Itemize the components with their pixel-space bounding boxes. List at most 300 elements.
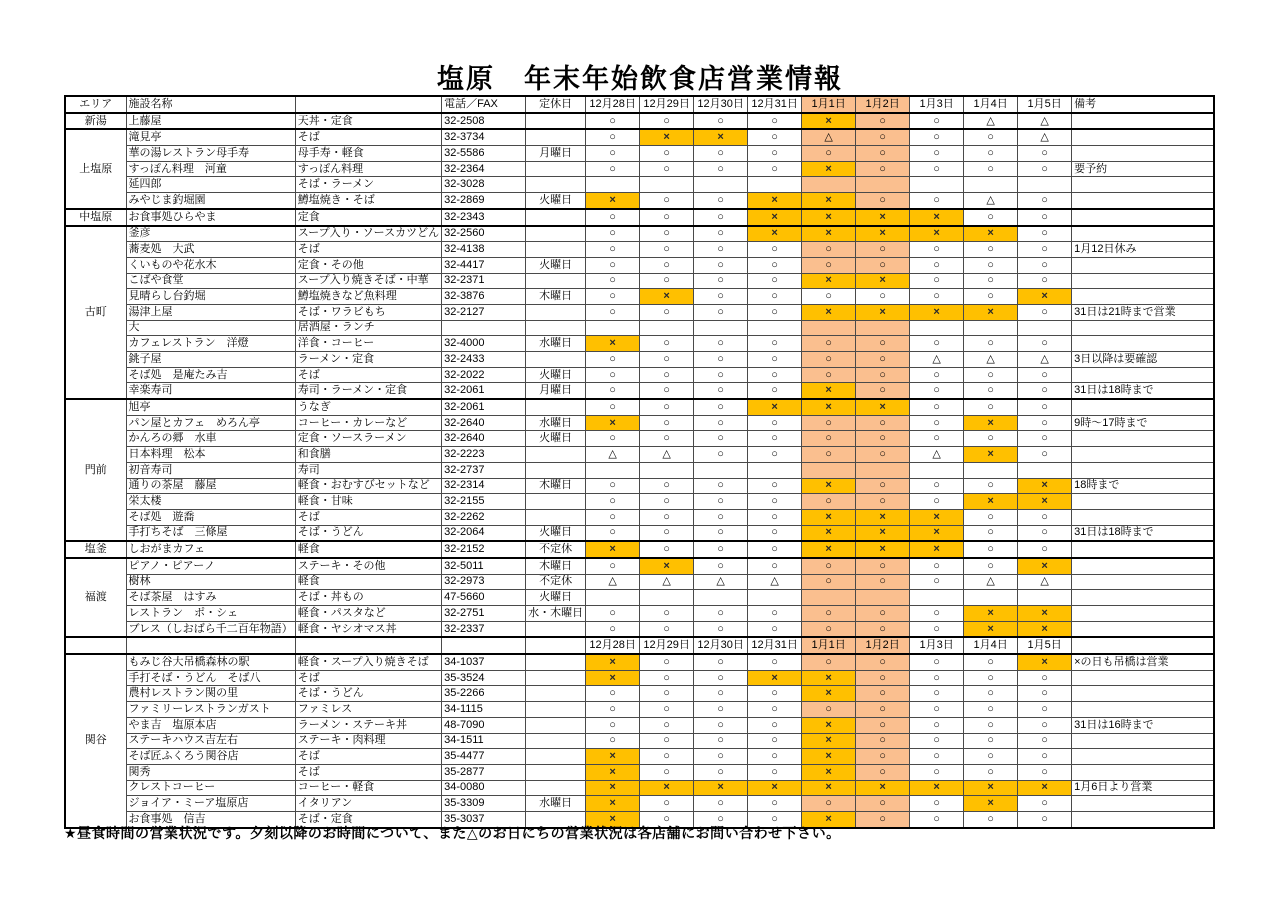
category-cell: コーヒー・軽食 [295, 780, 441, 796]
phone-cell: 32-2751 [442, 606, 526, 622]
name-cell: 通りの茶屋 藤屋 [126, 478, 295, 494]
name-cell: 銚子屋 [126, 352, 295, 368]
status-cell: △ [802, 129, 856, 145]
category-cell: ステーキ・その他 [295, 558, 441, 574]
status-cell: ○ [910, 670, 964, 686]
status-cell [586, 462, 640, 478]
status-cell: ○ [910, 415, 964, 431]
status-cell: ○ [748, 606, 802, 622]
category-cell: そば・うどん [295, 686, 441, 702]
header-name: 施設名称 [126, 96, 295, 113]
status-cell: ○ [694, 431, 748, 447]
holiday-cell: 木曜日 [526, 478, 586, 494]
status-cell [586, 177, 640, 193]
status-cell: ○ [1018, 383, 1072, 399]
phone-cell: 32-2262 [442, 509, 526, 525]
category-cell: コーヒー・カレーなど [295, 415, 441, 431]
area-label: 塩釜 [65, 541, 126, 558]
status-cell: ○ [694, 509, 748, 525]
phone-cell: 32-2223 [442, 447, 526, 463]
category-cell: 寿司・ラーメン・定食 [295, 383, 441, 399]
status-cell: ○ [694, 558, 748, 574]
status-cell: ○ [1018, 146, 1072, 162]
status-cell: ○ [748, 749, 802, 765]
status-cell: ○ [856, 129, 910, 145]
remarks-cell [1072, 462, 1214, 478]
status-cell: ○ [856, 654, 910, 670]
status-cell: ○ [856, 242, 910, 258]
status-cell: ○ [802, 352, 856, 368]
header-date: 12月29日 [640, 637, 694, 654]
status-cell [910, 320, 964, 336]
remarks-cell [1072, 177, 1214, 193]
status-cell: ○ [640, 146, 694, 162]
status-cell: ○ [1018, 399, 1072, 415]
status-cell: × [856, 509, 910, 525]
status-cell: ○ [1018, 304, 1072, 320]
status-cell: × [856, 541, 910, 558]
header-date: 1月2日 [856, 637, 910, 654]
page-title: 塩原 年末年始飲食店営業情報 [437, 64, 843, 94]
category-cell: 居酒屋・ランチ [295, 320, 441, 336]
holiday-cell [526, 447, 586, 463]
phone-cell: 32-4138 [442, 242, 526, 258]
status-cell [856, 590, 910, 606]
status-cell: × [748, 209, 802, 226]
status-cell: ○ [640, 811, 694, 827]
holiday-cell [526, 304, 586, 320]
holiday-cell: 火曜日 [526, 193, 586, 209]
status-cell: × [964, 226, 1018, 242]
status-cell [748, 320, 802, 336]
status-cell: × [964, 621, 1018, 637]
status-cell: × [910, 509, 964, 525]
name-cell: そば茶屋 はすみ [126, 590, 295, 606]
status-cell: × [910, 541, 964, 558]
status-cell: ○ [910, 686, 964, 702]
category-cell: 鱒塩焼きなど魚料理 [295, 289, 441, 305]
status-cell: ○ [964, 161, 1018, 177]
phone-cell: 32-2433 [442, 352, 526, 368]
status-cell: ○ [748, 541, 802, 558]
status-cell: ○ [856, 670, 910, 686]
remarks-cell [1072, 113, 1214, 130]
name-cell: かんろの郷 水車 [126, 431, 295, 447]
holiday-cell [526, 462, 586, 478]
holiday-cell [526, 717, 586, 733]
status-cell: ○ [910, 146, 964, 162]
holiday-cell [526, 686, 586, 702]
status-cell: ○ [910, 494, 964, 510]
status-cell: ○ [964, 209, 1018, 226]
status-cell: ○ [694, 193, 748, 209]
status-cell: ○ [964, 336, 1018, 352]
status-cell: ○ [910, 289, 964, 305]
header-date: 1月3日 [910, 637, 964, 654]
holiday-cell [526, 352, 586, 368]
remarks-cell [1072, 289, 1214, 305]
phone-cell: 32-2973 [442, 574, 526, 590]
category-cell: そば・ラーメン [295, 177, 441, 193]
status-cell [694, 462, 748, 478]
category-cell: イタリアン [295, 796, 441, 812]
status-cell: ○ [586, 209, 640, 226]
status-cell: ○ [910, 193, 964, 209]
status-cell: ○ [694, 541, 748, 558]
status-cell: ○ [748, 431, 802, 447]
status-cell: △ [910, 447, 964, 463]
status-cell: ○ [964, 525, 1018, 541]
phone-cell: 32-2508 [442, 113, 526, 130]
status-cell: △ [1018, 574, 1072, 590]
status-cell: △ [964, 113, 1018, 130]
remarks-cell: 1月12日休み [1072, 242, 1214, 258]
status-cell: × [640, 129, 694, 145]
phone-cell: 32-2371 [442, 273, 526, 289]
status-cell: ○ [748, 383, 802, 399]
status-cell: ○ [748, 367, 802, 383]
header-phone: 電話／FAX [442, 96, 526, 113]
status-cell: ○ [802, 606, 856, 622]
status-cell: ○ [640, 415, 694, 431]
status-cell: ○ [856, 702, 910, 718]
status-cell: × [802, 780, 856, 796]
status-cell [1018, 590, 1072, 606]
status-cell: ○ [748, 415, 802, 431]
remarks-cell: ×の日も吊橋は営業 [1072, 654, 1214, 670]
status-cell: △ [964, 352, 1018, 368]
status-cell: ○ [748, 558, 802, 574]
status-cell: ○ [748, 242, 802, 258]
name-cell: やま吉 塩原本店 [126, 717, 295, 733]
status-cell: ○ [694, 447, 748, 463]
phone-cell [442, 320, 526, 336]
remarks-cell [1072, 749, 1214, 765]
status-cell: × [1018, 780, 1072, 796]
name-cell: ステーキハウス吉左右 [126, 733, 295, 749]
remarks-cell [1072, 796, 1214, 812]
phone-cell: 32-2061 [442, 399, 526, 415]
status-cell [748, 462, 802, 478]
category-cell: 軽食・スープ入り焼きそば [295, 654, 441, 670]
status-cell: ○ [1018, 509, 1072, 525]
status-cell: ○ [748, 161, 802, 177]
status-cell: ○ [856, 161, 910, 177]
status-cell: ○ [640, 161, 694, 177]
holiday-cell [526, 749, 586, 765]
name-cell: 手打そば・うどん そば八 [126, 670, 295, 686]
status-cell: × [802, 733, 856, 749]
status-cell: ○ [748, 621, 802, 637]
name-cell: しおがまカフェ [126, 541, 295, 558]
status-cell: ○ [1018, 796, 1072, 812]
status-cell: ○ [856, 478, 910, 494]
phone-cell: 34-1511 [442, 733, 526, 749]
status-cell: × [694, 780, 748, 796]
status-cell: × [964, 780, 1018, 796]
name-cell: 農村レストラン関の里 [126, 686, 295, 702]
status-cell: ○ [910, 273, 964, 289]
name-cell: もみじ谷大吊橋森林の駅 [126, 654, 295, 670]
name-cell: クレストコーヒー [126, 780, 295, 796]
status-cell: ○ [910, 606, 964, 622]
status-cell: ○ [1018, 336, 1072, 352]
status-cell: ○ [694, 415, 748, 431]
status-cell: ○ [964, 129, 1018, 145]
status-cell: ○ [856, 733, 910, 749]
status-cell: ○ [1018, 193, 1072, 209]
status-cell: ○ [586, 257, 640, 273]
status-cell: ○ [640, 242, 694, 258]
status-cell: ○ [856, 796, 910, 812]
status-cell: ○ [694, 811, 748, 827]
phone-cell: 32-2737 [442, 462, 526, 478]
holiday-cell [526, 764, 586, 780]
status-cell [964, 462, 1018, 478]
status-cell: ○ [694, 702, 748, 718]
status-cell: ○ [964, 702, 1018, 718]
phone-cell: 32-2343 [442, 209, 526, 226]
status-cell: ○ [640, 796, 694, 812]
status-cell: × [802, 399, 856, 415]
status-cell: ○ [856, 352, 910, 368]
phone-cell: 32-3734 [442, 129, 526, 145]
status-cell: ○ [694, 478, 748, 494]
name-cell: そば処 遊喬 [126, 509, 295, 525]
holiday-cell [526, 733, 586, 749]
phone-cell: 35-2877 [442, 764, 526, 780]
status-cell: ○ [586, 478, 640, 494]
status-cell: ○ [586, 304, 640, 320]
status-cell: × [586, 764, 640, 780]
remarks-cell [1072, 193, 1214, 209]
status-cell: ○ [694, 733, 748, 749]
status-cell: ○ [694, 764, 748, 780]
status-cell: ○ [910, 749, 964, 765]
category-cell: ラーメン・ステーキ丼 [295, 717, 441, 733]
status-cell [748, 590, 802, 606]
status-cell: ○ [640, 431, 694, 447]
status-cell: ○ [856, 447, 910, 463]
header-date: 1月5日 [1018, 96, 1072, 113]
status-cell: ○ [586, 352, 640, 368]
status-cell: × [802, 764, 856, 780]
header-date: 12月30日 [694, 637, 748, 654]
phone-cell: 32-2155 [442, 494, 526, 510]
remarks-cell: 31日は21時まで営業 [1072, 304, 1214, 320]
status-cell: × [586, 336, 640, 352]
status-cell: ○ [586, 399, 640, 415]
status-cell: ○ [856, 336, 910, 352]
status-cell: ○ [586, 146, 640, 162]
status-cell: ○ [586, 113, 640, 130]
footnote-text: ★昼食時間の営業状況です。夕刻以降のお時間について、また△のお日にちの営業状況は各店舗にお問い合わせ下さい。 [64, 825, 841, 841]
status-cell: × [586, 796, 640, 812]
name-cell: 栄太楼 [126, 494, 295, 510]
holiday-cell: 火曜日 [526, 367, 586, 383]
status-cell: ○ [802, 654, 856, 670]
status-cell [910, 590, 964, 606]
status-cell: ○ [748, 717, 802, 733]
status-cell: × [586, 415, 640, 431]
status-cell: ○ [856, 367, 910, 383]
status-cell [1018, 462, 1072, 478]
remarks-cell [1072, 320, 1214, 336]
holiday-cell [526, 226, 586, 242]
status-cell: △ [910, 352, 964, 368]
status-cell: ○ [586, 289, 640, 305]
status-cell: ○ [694, 146, 748, 162]
category-cell: 軽食・ヤシオマス丼 [295, 621, 441, 637]
phone-cell: 32-4417 [442, 257, 526, 273]
holiday-cell [526, 780, 586, 796]
status-cell: ○ [586, 733, 640, 749]
status-cell: ○ [694, 113, 748, 130]
remarks-cell [1072, 558, 1214, 574]
holiday-cell: 水曜日 [526, 796, 586, 812]
status-cell: △ [964, 574, 1018, 590]
holiday-cell: 月曜日 [526, 146, 586, 162]
status-cell: ○ [1018, 541, 1072, 558]
status-cell: ○ [586, 242, 640, 258]
holiday-cell [526, 242, 586, 258]
status-cell: × [586, 654, 640, 670]
phone-cell: 32-2560 [442, 226, 526, 242]
status-cell: ○ [910, 478, 964, 494]
status-cell: ○ [964, 242, 1018, 258]
header-holiday: 定休日 [526, 96, 586, 113]
status-cell: ○ [802, 702, 856, 718]
status-cell: ○ [694, 383, 748, 399]
status-cell: ○ [1018, 670, 1072, 686]
status-cell: ○ [640, 654, 694, 670]
status-cell: ○ [694, 161, 748, 177]
status-cell: ○ [964, 749, 1018, 765]
name-cell: 大 [126, 320, 295, 336]
status-cell [640, 320, 694, 336]
header-category [295, 637, 441, 654]
category-cell: ファミレス [295, 702, 441, 718]
status-cell: × [748, 193, 802, 209]
area-label: 門前 [65, 399, 126, 541]
status-cell: × [586, 780, 640, 796]
status-cell: ○ [856, 574, 910, 590]
status-cell: ○ [802, 367, 856, 383]
status-cell [856, 177, 910, 193]
status-cell: ○ [964, 509, 1018, 525]
status-cell [964, 590, 1018, 606]
status-cell: × [748, 780, 802, 796]
name-cell: 上藤屋 [126, 113, 295, 130]
category-cell: 寿司 [295, 462, 441, 478]
status-cell: ○ [910, 336, 964, 352]
status-cell: ○ [856, 558, 910, 574]
status-cell: × [802, 717, 856, 733]
holiday-cell: 水曜日 [526, 336, 586, 352]
status-cell: ○ [748, 509, 802, 525]
status-cell: ○ [640, 606, 694, 622]
remarks-cell [1072, 257, 1214, 273]
table-body [65, 96, 1214, 828]
status-cell: ○ [640, 367, 694, 383]
status-cell: ○ [640, 257, 694, 273]
header-date: 1月5日 [1018, 637, 1072, 654]
remarks-cell: 1月6日より営業 [1072, 780, 1214, 796]
header-date: 12月28日 [586, 96, 640, 113]
status-cell: △ [1018, 129, 1072, 145]
status-cell: ○ [694, 399, 748, 415]
status-cell: ○ [640, 621, 694, 637]
status-cell: ○ [640, 494, 694, 510]
status-cell: ○ [586, 606, 640, 622]
status-cell: ○ [748, 811, 802, 827]
name-cell: 手打ちそば 三條屋 [126, 525, 295, 541]
status-cell: ○ [640, 209, 694, 226]
category-cell: スープ入り・ソースカツどん [295, 226, 441, 242]
status-cell: ○ [640, 478, 694, 494]
status-cell: ○ [694, 717, 748, 733]
status-cell: ○ [748, 733, 802, 749]
phone-cell: 32-2152 [442, 541, 526, 558]
status-cell: ○ [964, 670, 1018, 686]
status-cell: × [856, 780, 910, 796]
status-cell: ○ [694, 352, 748, 368]
phone-cell: 35-3037 [442, 811, 526, 827]
status-cell: △ [586, 447, 640, 463]
status-cell [586, 320, 640, 336]
remarks-cell [1072, 209, 1214, 226]
status-cell: ○ [802, 289, 856, 305]
status-cell: ○ [964, 367, 1018, 383]
status-cell: ○ [586, 273, 640, 289]
status-cell: △ [964, 193, 1018, 209]
status-cell: ○ [586, 226, 640, 242]
phone-cell: 32-2314 [442, 478, 526, 494]
status-cell: ○ [748, 764, 802, 780]
status-cell: ○ [856, 606, 910, 622]
status-cell: ○ [1018, 161, 1072, 177]
area-label: 新湯 [65, 113, 126, 130]
status-cell: ○ [856, 383, 910, 399]
status-cell: ○ [1018, 447, 1072, 463]
status-cell: ○ [748, 113, 802, 130]
status-cell: ○ [802, 415, 856, 431]
status-cell: ○ [586, 509, 640, 525]
status-cell: ○ [1018, 415, 1072, 431]
status-cell: ○ [802, 574, 856, 590]
holiday-cell: 火曜日 [526, 257, 586, 273]
header-date: 1月4日 [964, 637, 1018, 654]
status-cell: ○ [1018, 431, 1072, 447]
status-cell: ○ [694, 273, 748, 289]
status-cell: ○ [910, 764, 964, 780]
status-cell: ○ [1018, 686, 1072, 702]
category-cell: そば [295, 242, 441, 258]
status-cell: ○ [640, 226, 694, 242]
phone-cell: 32-2127 [442, 304, 526, 320]
name-cell: レストラン ポ・シェ [126, 606, 295, 622]
status-cell [910, 177, 964, 193]
category-cell: そば [295, 129, 441, 145]
name-cell: 幸楽寿司 [126, 383, 295, 399]
status-cell: × [802, 670, 856, 686]
status-cell: × [802, 478, 856, 494]
phone-cell: 32-2869 [442, 193, 526, 209]
name-cell: 日本料理 松本 [126, 447, 295, 463]
status-cell: ○ [910, 431, 964, 447]
name-cell: 滝見亭 [126, 129, 295, 145]
header-date: 12月29日 [640, 96, 694, 113]
